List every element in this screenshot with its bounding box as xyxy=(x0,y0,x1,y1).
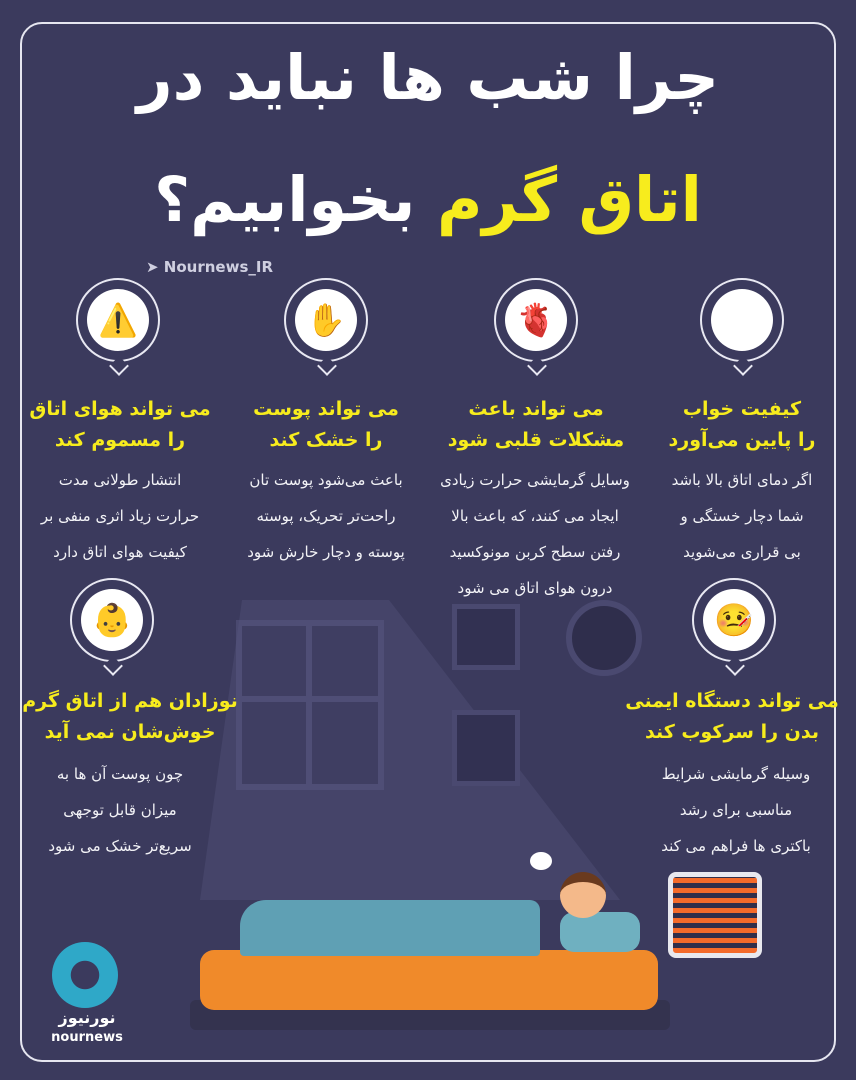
pin-skin xyxy=(284,278,368,362)
pin-sleep xyxy=(700,278,784,362)
picture-frame xyxy=(452,710,520,786)
bed xyxy=(200,950,658,1010)
pin-warning xyxy=(76,278,160,362)
baby-icon: 👶 xyxy=(81,589,143,651)
card-heading: می تواند دستگاه ایمنی بدن را سرکوب کند xyxy=(625,690,839,743)
blanket xyxy=(240,900,540,956)
skin-hand-icon: ✋ xyxy=(295,289,357,351)
card-body: انتشار طولانی مدت حرارت زیاد اثری منفی بر کیفیت هوای اتاق دارد xyxy=(40,471,200,561)
title-highlight: اتاق گرم xyxy=(436,163,702,236)
pin-heart xyxy=(494,278,578,362)
pin-immune xyxy=(692,578,776,662)
card-heading: می تواند پوست را خشک کند xyxy=(253,398,399,451)
title-line1: چرا شب ها نباید در xyxy=(136,41,720,114)
speech-bubble-icon xyxy=(530,852,552,870)
pillow xyxy=(560,912,640,952)
card-heading: می تواند باعث مشکلات قلبی شود xyxy=(447,398,625,451)
card-heading: کیفیت خواب را پایین می‌آورد xyxy=(668,398,816,451)
heater-icon xyxy=(668,872,762,958)
heart-icon: 🫀 xyxy=(505,289,567,351)
card-heading: نوزادان هم از اتاق گرم خوش‌شان نمی آید xyxy=(22,690,238,743)
card-heading: می تواند هوای اتاق را مسموم کند xyxy=(29,398,211,451)
sick-person-icon: 🤒 xyxy=(703,589,765,651)
logo-text-en: nournews xyxy=(51,1030,123,1045)
card-body: وسایل گرمایشی حرارت زیادی ایجاد می کنند، که باعث بالا رفتن سطح کربن مونوکسید درون هوای اتاق می شود xyxy=(440,471,630,597)
telegram-handle: ➤ Nournews_IR xyxy=(146,258,274,276)
picture-frame xyxy=(452,604,520,670)
clock-icon xyxy=(566,600,642,676)
card-body: باعث می‌شود پوست تان راحت‌تر تحریک، پوسته پوسته و دچار خارش شود xyxy=(247,471,405,561)
sleeping-person-icon: 😴 xyxy=(711,289,773,351)
sleeper-head xyxy=(560,872,606,918)
warning-icon: ⚠️ xyxy=(87,289,149,351)
pin-baby xyxy=(70,578,154,662)
card-body: چون پوست آن ها به میزان قابل توجهی سریع‌تر خشک می شود xyxy=(48,765,192,855)
title-line2 xyxy=(40,162,816,238)
card-body: اگر دمای اتاق بالا باشد شما دچار خستگی و بی قراری می‌شوید xyxy=(671,471,813,561)
logo-text-fa: نورنیوز xyxy=(58,1008,116,1027)
card-body: وسیله گرمایشی شرایط مناسبی برای رشد باکتری ها فراهم می کند xyxy=(661,765,811,855)
nournews-logo xyxy=(52,942,118,1008)
title-rest: بخوابیم؟ xyxy=(154,163,416,236)
telegram-icon: ➤ xyxy=(146,258,164,276)
